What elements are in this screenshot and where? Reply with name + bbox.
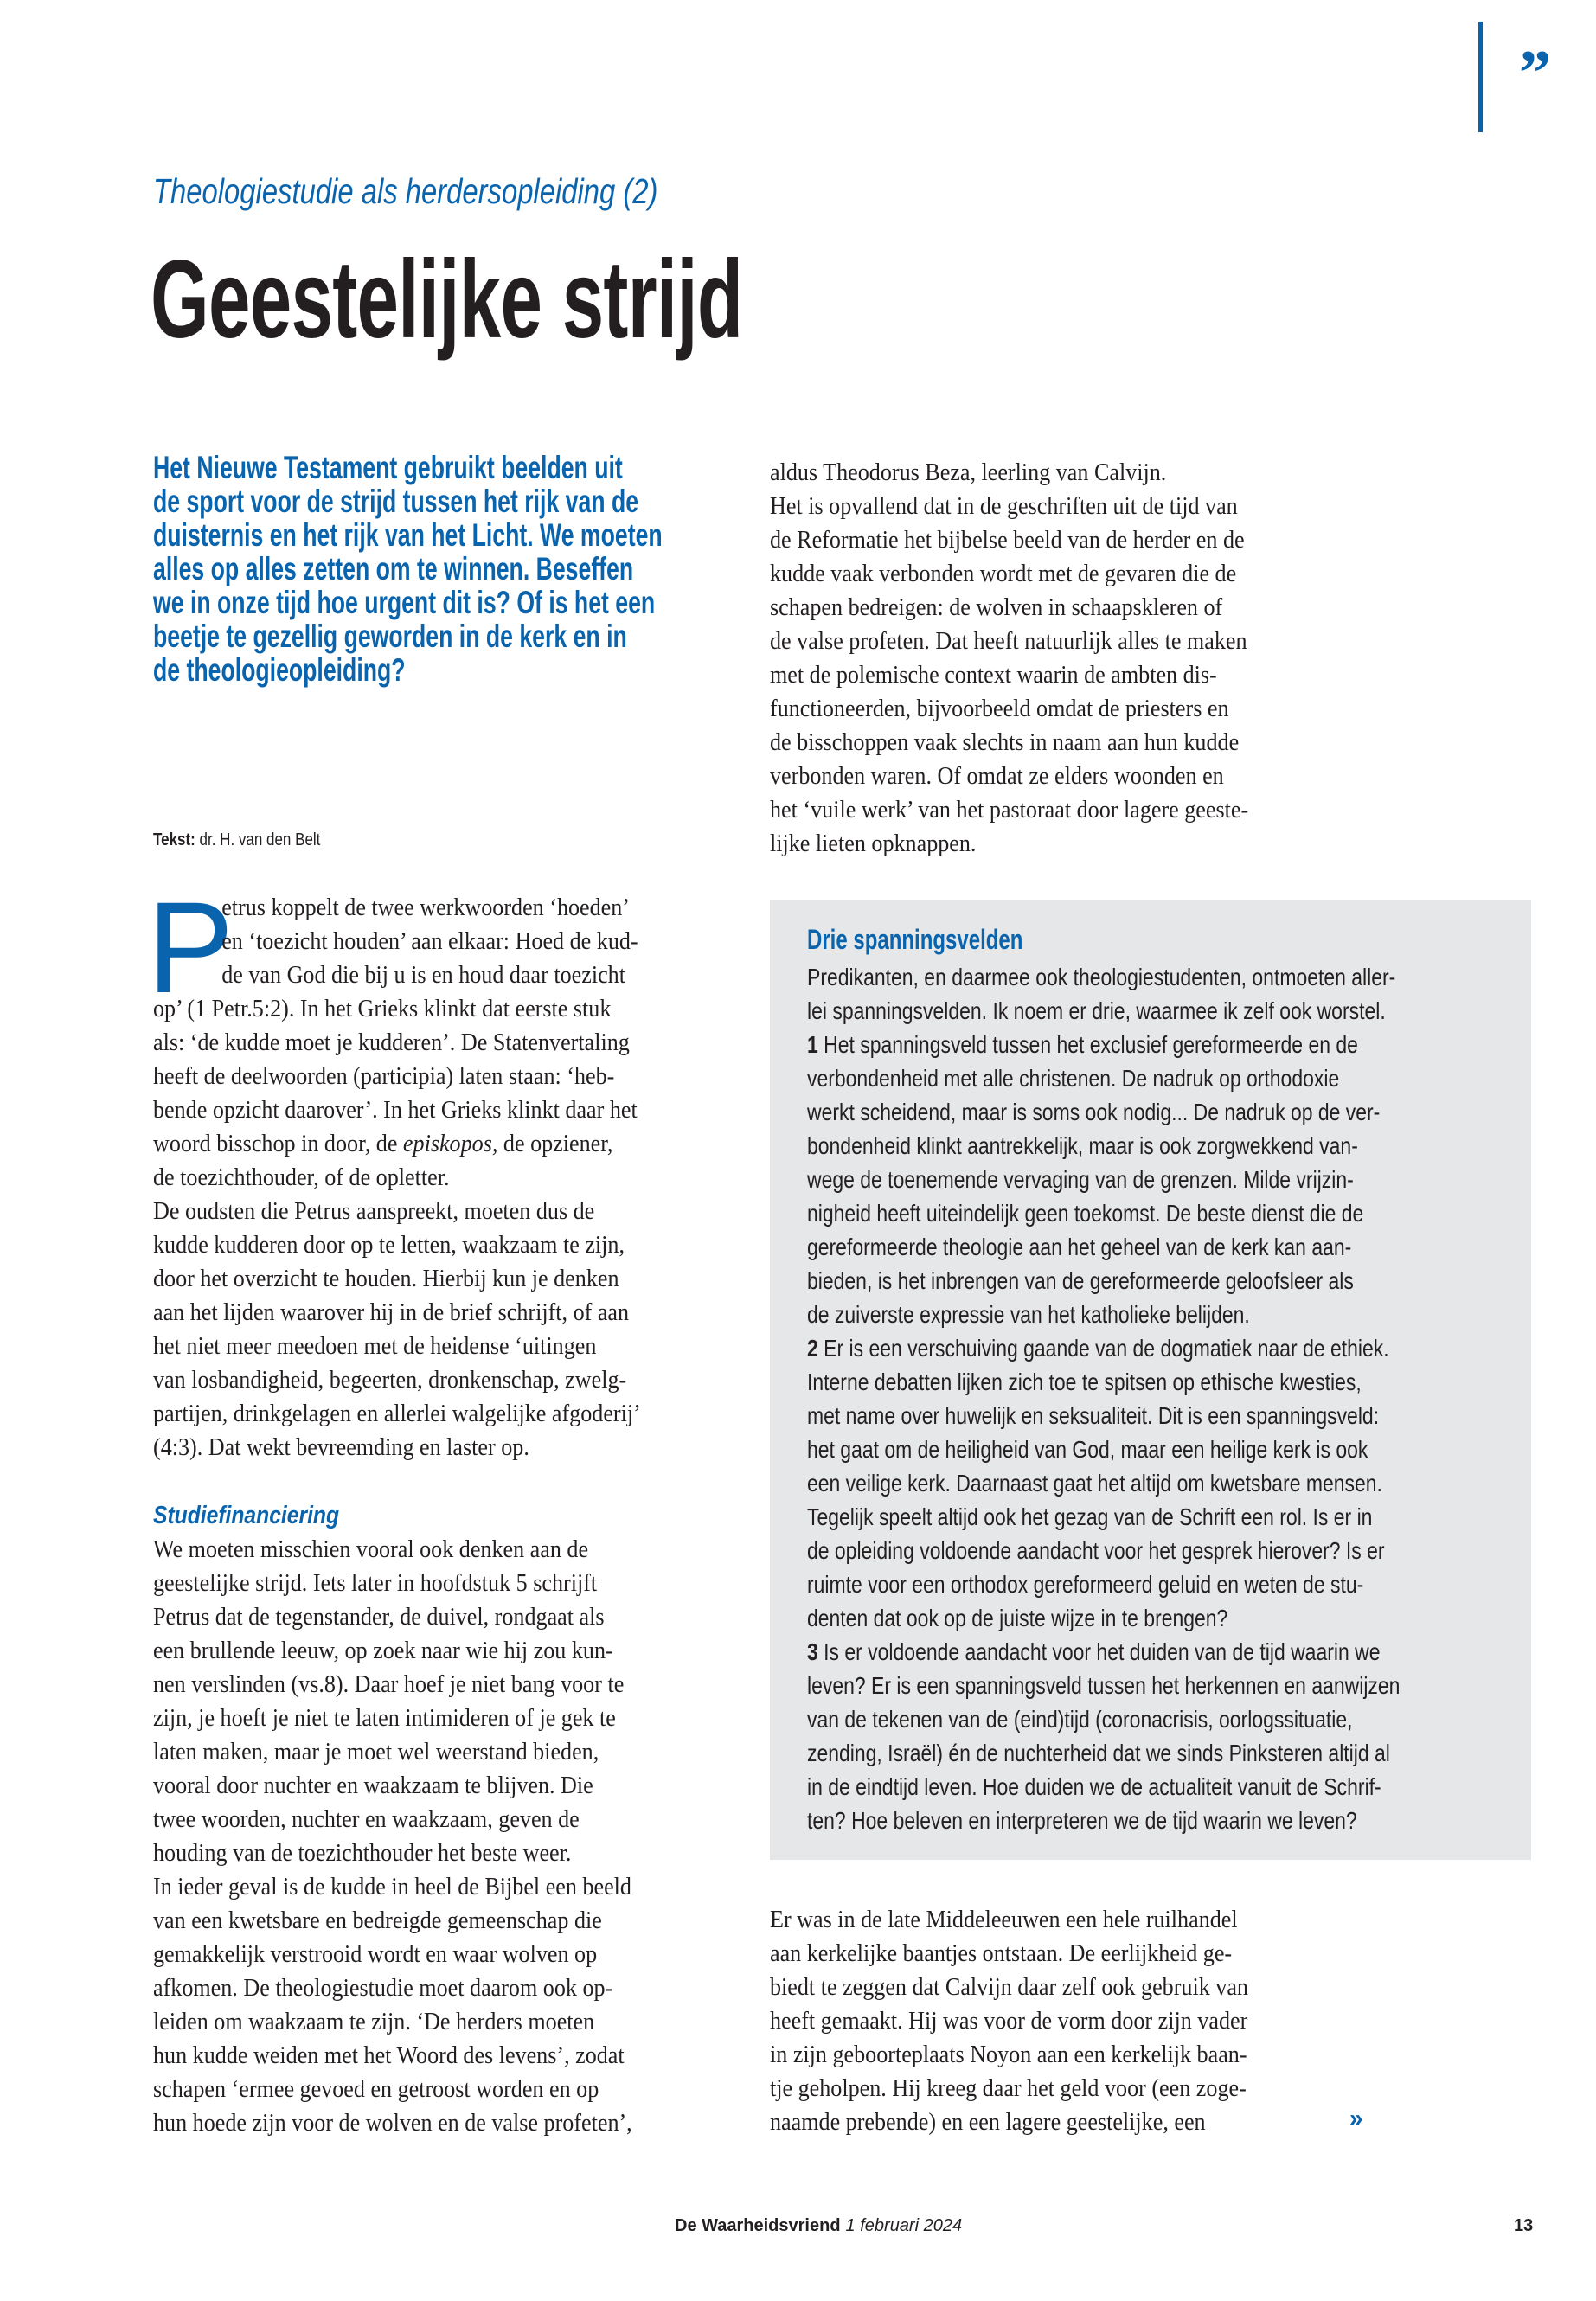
text-line: biedt te zeggen dat Calvijn daar zelf ook gebruik van [770, 1973, 1248, 2001]
text-segment: Het spanningsveld tussen het exclusief gereformeerde en de [817, 1031, 1358, 1058]
text-line: het niet meer meedoen met de heidense ‘uitingen [153, 1332, 597, 1360]
text-line: door het overzicht te houden. Hierbij kun je denken [153, 1265, 619, 1292]
text-line: een veilige kerk. Daarnaast gaat het altijd om kwetsbare mensen. [807, 1470, 1382, 1497]
text-line: de opleiding voldoende aandacht voor het gesprek hierover? Is er [807, 1537, 1385, 1564]
text-line: de van God die bij u is en houd daar toezicht [221, 961, 625, 989]
text-line: Het is opvallend dat in de geschriften uit de tijd van [770, 492, 1238, 520]
text-segment: woord bisschop in door, de [153, 1130, 403, 1157]
list-number: 1 [807, 1031, 818, 1058]
closing-quote-icon: ” [1519, 38, 1551, 109]
text-line: nigheid heeft uiteindelijk geen toekomst. De beste dienst die de [807, 1200, 1364, 1227]
text-line: gereformeerde theologie aan het geheel van de kerk kan aan- [807, 1234, 1352, 1260]
drop-cap: P [147, 875, 234, 1020]
body-right-bottom [770, 1903, 1248, 2139]
text-line: de valse profeten. Dat heeft natuurlijk alles te maken [770, 627, 1247, 655]
text-line: wege de toenemende vervaging van de grenzen. Milde vrijzin- [807, 1166, 1354, 1193]
text-line: zending, Israël) én de nuchterheid dat we sinds Pinksteren altijd al [807, 1740, 1390, 1766]
text-line: van de tekenen van de (eind)tijd (coronacrisis, oorlogssituatie, [807, 1706, 1353, 1733]
text-segment: Er is een verschuiving gaande van de dogmatiek naar de ethiek. [817, 1335, 1389, 1362]
text-line: In ieder geval is de kudde in heel de Bijbel een beeld [153, 1873, 631, 1900]
text-line: hun kudde weiden met het Woord des levens’, zodat [153, 2041, 625, 2069]
text-line: leven? Er is een spanningsveld tussen het herkennen en aanwijzen [807, 1672, 1401, 1699]
body-left-part2 [153, 1533, 632, 2140]
text-line: ruimte voor een orthodox gereformeerd geluid en weten de stu- [807, 1571, 1364, 1598]
text-line: tje geholpen. Hij kreeg daar het geld voor (een zoge- [770, 2074, 1247, 2102]
text-line: gemakkelijk verstrooid wordt en waar wolven op [153, 1940, 598, 1968]
intro-lead [153, 444, 663, 688]
text-line: laten maken, maar je moet wel weerstand bieden, [153, 1738, 599, 1766]
text-line: de sport voor de strijd tussen het rijk van de [153, 484, 639, 519]
text-line: vooral door nuchter en waakzaam te blijven. Die [153, 1772, 593, 1799]
text-line: het ‘vuile werk’ van het pastoraat door lagere geeste- [770, 796, 1249, 824]
text-line: duisternis en het rijk van het Licht. We moeten [153, 517, 663, 553]
text-line: schapen ‘ermee gevoed en getroost worden en op [153, 2075, 599, 2103]
text-line: nen verslinden (vs.8). Daar hoef je niet bang voor te [153, 1670, 625, 1698]
text-line: Interne debatten lijken zich toe te spitsen op ethische kwesties, [807, 1368, 1362, 1395]
body-right-top [770, 456, 1248, 861]
text-line: alles op alles zetten om te winnen. Beseffen [153, 551, 634, 586]
text-line: met de polemische context waarin de ambten dis- [770, 661, 1217, 689]
byline-label: Tekst: [153, 830, 195, 849]
text-line: partijen, drinkgelagen en allerlei walgelijke afgoderij’ [153, 1400, 641, 1427]
text-segment: de opziener, [497, 1130, 613, 1157]
text-line [807, 1028, 1400, 1061]
list-number: 2 [807, 1335, 818, 1362]
text-line: zijn, je hoeft je niet te laten intimideren of je gek te [153, 1704, 616, 1732]
publication-name: De Waarheidsvriend [675, 2216, 841, 2235]
text-line: de toezichthouder, of de opletter. [153, 1163, 450, 1191]
text-line: werkt scheidend, maar is soms ook nodig... De nadruk op de ver- [807, 1099, 1381, 1125]
page-number: 13 [1514, 2216, 1534, 2235]
text-line: met name over huwelijk en seksualiteit. Dit is een spanningsveld: [807, 1402, 1380, 1429]
text-line: een brullende leeuw, op zoek naar wie hij zou kun- [153, 1637, 613, 1664]
text-line: lei spanningsvelden. Ik noem er drie, waarmee ik zelf ook worstel. [807, 997, 1386, 1024]
text-line: houding van de toezichthouder het beste weer. [153, 1839, 572, 1867]
text-line: Predikanten, en daarmee ook theologiestudenten, ontmoeten aller- [807, 964, 1396, 990]
text-line: aldus Theodorus Beza, leerling van Calvijn. [770, 458, 1167, 486]
article-series-kicker: Theologiestudie als herdersopleiding (2) [153, 171, 658, 211]
text-line: en ‘toezicht houden’ aan elkaar: Hoed de kud- [221, 927, 638, 955]
article-title: Geestelijke strijd [151, 238, 743, 362]
text-line: lijke lieten opknappen. [770, 830, 977, 857]
byline-author: dr. H. van den Belt [199, 830, 321, 849]
text-line: van losbandigheid, begeerten, dronkenschap, zwelg- [153, 1366, 627, 1394]
text-line: Tegelijk speelt altijd ook het gezag van de Schrift een rol. Is er in [807, 1503, 1373, 1530]
body-left-part1 [153, 891, 641, 1465]
text-line: Petrus dat de tegenstander, de duivel, rondgaat als [153, 1603, 605, 1631]
text-line: bende opzicht daarover’. In het Grieks klinkt daar het [153, 1096, 638, 1124]
text-line: geestelijke strijd. Iets later in hoofdstuk 5 schrijft [153, 1569, 598, 1597]
text-line: de bisschoppen vaak slechts in naam aan hun kudde [770, 728, 1240, 756]
text-line: De oudsten die Petrus aanspreekt, moeten dus de [153, 1197, 595, 1225]
text-line: het gaat om de heiligheid van God, maar een heilige kerk is ook [807, 1436, 1368, 1463]
text-line: leiden om waakzaam te zijn. ‘De herders moeten [153, 2008, 595, 2035]
text-line: in zijn geboorteplaats Noyon aan een kerkelijk baan- [770, 2041, 1247, 2068]
text-line: ten? Hoe beleven en interpreteren we de tijd waarin we leven? [807, 1807, 1357, 1834]
sidebar-box-text [807, 960, 1400, 1837]
text-line: twee woorden, nuchter en waakzaam, geven de [153, 1805, 580, 1833]
section-heading-studiefinanciering: Studiefinanciering [153, 1502, 340, 1529]
text-line: de Reformatie het bijbelse beeld van de herder en de [770, 526, 1245, 554]
text-line: verbondenheid met alle christenen. De nadruk op orthodoxie [807, 1065, 1340, 1092]
continue-arrow-icon: » [1349, 2105, 1363, 2131]
text-line: van een kwetsbare en bedreigde gemeenschap die [153, 1907, 602, 1934]
text-line: de zuiverste expressie van het katholieke belijden. [807, 1301, 1250, 1328]
text-line: aan het lijden waarover hij in de brief schrijft, of aan [153, 1298, 630, 1326]
text-segment: Is er voldoende aandacht voor het duiden van de tijd waarin we [817, 1638, 1381, 1665]
text-line: als: ‘de kudde moet je kudderen’. De Statenvertaling [153, 1029, 630, 1056]
text-line: naamde prebende) en een lagere geestelijke, een [770, 2108, 1206, 2136]
text-line: Het Nieuwe Testament gebruikt beelden uit [153, 450, 623, 485]
list-number: 3 [807, 1638, 818, 1665]
decorative-vertical-rule [1478, 22, 1483, 132]
text-line: verbonden waren. Of omdat ze elders woonden en [770, 762, 1224, 790]
text-line: kudde vaak verbonden wordt met de gevaren die de [770, 560, 1237, 587]
sidebar-box-heading: Drie spanningsvelden [807, 924, 1023, 955]
text-line: schapen bedreigen: de wolven in schaapskleren of [770, 593, 1223, 621]
text-line: heeft gemaakt. Hij was voor de vorm door zijn vader [770, 2007, 1248, 2035]
text-line: (4:3). Dat wekt bevreemding en laster op. [153, 1433, 529, 1461]
text-line: hun hoede zijn voor de wolven en de valse profeten’, [153, 2109, 632, 2137]
text-line: Er was in de late Middeleeuwen een hele ruilhandel [770, 1906, 1238, 1933]
text-line: beetje te gezellig geworden in de kerk en in [153, 619, 627, 654]
text-line [807, 1635, 1400, 1669]
publication-date: 1 februari 2024 [845, 2216, 963, 2235]
text-line: bieden, is het inbrengen van de gereformeerde geloofsleer als [807, 1267, 1354, 1294]
text-line: We moeten misschien vooral ook denken aan de [153, 1535, 589, 1563]
text-line: aan kerkelijke baantjes ontstaan. De eerlijkheid ge- [770, 1939, 1233, 1967]
text-line [153, 1127, 641, 1161]
text-line [807, 1331, 1400, 1365]
text-line: we in onze tijd hoe urgent dit is? Of is het een [153, 585, 656, 620]
text-line: bondenheid klinkt aantrekkelijk, maar is ook zorgwekkend van- [807, 1132, 1358, 1159]
text-line: functioneerden, bijvoorbeeld omdat de priesters en [770, 695, 1229, 722]
text-line: denten dat ook op de juiste wijze in te brengen? [807, 1605, 1228, 1631]
italic-term: episkopos, [402, 1130, 498, 1157]
text-line: op’ (1 Petr.5:2). In het Grieks klinkt dat eerste stuk [153, 995, 612, 1022]
text-line: kudde kudderen door op te letten, waakzaam te zijn, [153, 1231, 625, 1259]
text-line: afkomen. De theologiestudie moet daarom ook op- [153, 1974, 613, 2002]
byline [153, 830, 320, 850]
text-line: in de eindtijd leven. Hoe duiden we de actualiteit vanuit de Schrif- [807, 1773, 1381, 1800]
footer-publication [675, 2216, 962, 2236]
text-line: de theologieopleiding? [153, 652, 406, 688]
text-line: etrus koppelt de twee werkwoorden ‘hoeden’ [221, 894, 631, 921]
text-line: heeft de deelwoorden (participia) laten staan: ‘heb- [153, 1062, 615, 1090]
